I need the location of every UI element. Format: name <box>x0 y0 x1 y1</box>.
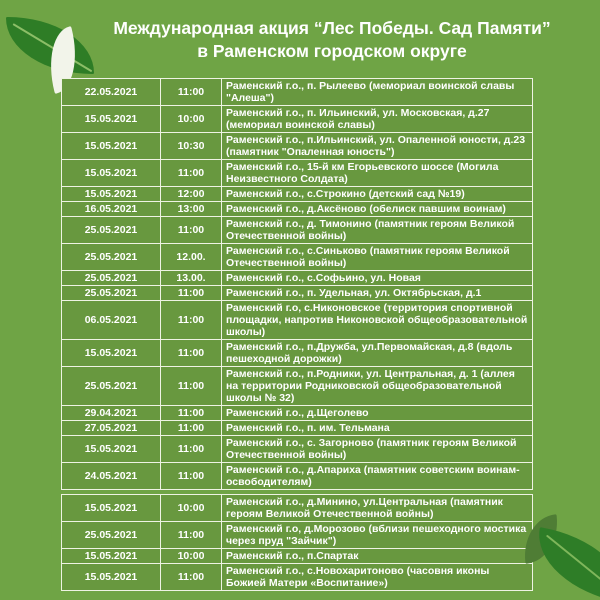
time-cell: 11:00 <box>161 367 222 406</box>
time-cell: 11:00 <box>161 301 222 340</box>
time-cell: 11:00 <box>161 421 222 436</box>
table-row <box>62 301 533 340</box>
location-cell: Раменский г.о., с.Новохаритоново (часовня иконы Божией Матери «Воспитание») <box>222 564 533 591</box>
location-cell: Раменский г.о., п. Удельная, ул. Октябрьская, д.1 <box>222 286 533 301</box>
table-row <box>62 286 533 301</box>
time-cell: 11:00 <box>161 217 222 244</box>
table-row <box>62 187 533 202</box>
events-table <box>61 78 533 591</box>
page-title-line2: в Раменском городском округе <box>197 41 467 61</box>
table-row <box>62 549 533 564</box>
table-row <box>62 106 533 133</box>
table-row <box>62 217 533 244</box>
date-cell: 16.05.2021 <box>62 202 161 217</box>
date-cell: 15.05.2021 <box>62 436 161 463</box>
location-cell: Раменский г.о., д.Минино, ул.Центральная (памятник героям Великой Отечественной войны) <box>222 495 533 522</box>
date-cell: 22.05.2021 <box>62 79 161 106</box>
date-cell: 06.05.2021 <box>62 301 161 340</box>
time-cell: 10:00 <box>161 495 222 522</box>
time-cell: 12:00 <box>161 187 222 202</box>
table-row <box>62 79 533 106</box>
table-row <box>62 160 533 187</box>
time-cell: 11:00 <box>161 286 222 301</box>
date-cell: 15.05.2021 <box>62 564 161 591</box>
table-row <box>62 271 533 286</box>
date-cell: 24.05.2021 <box>62 463 161 490</box>
location-cell: Раменский г.о., д.Щеголево <box>222 406 533 421</box>
table-row <box>62 244 533 271</box>
table-row <box>62 522 533 549</box>
time-cell: 11:00 <box>161 564 222 591</box>
location-cell: Раменский г.о., 15-й км Егорьевского шоссе (Могила Неизвестного Солдата) <box>222 160 533 187</box>
page-title-line1: Международная акция “Лес Победы. Сад Памяти” <box>113 18 551 38</box>
time-cell: 11:00 <box>161 436 222 463</box>
location-cell: Раменский г.о., д. Тимонино (памятник героям Великой Отечественной войны) <box>222 217 533 244</box>
location-cell: Раменский г.о., п. Рылеево (мемориал воинской славы "Алеша") <box>222 79 533 106</box>
table-row <box>62 406 533 421</box>
location-cell: Раменский г.о., д.Аксёново (обелиск павшим воинам) <box>222 202 533 217</box>
table-row <box>62 564 533 591</box>
location-cell: Раменский г.о., д.Апариха (памятник советским воинам-освободителям) <box>222 463 533 490</box>
table-row <box>62 436 533 463</box>
date-cell: 25.05.2021 <box>62 367 161 406</box>
location-cell: Раменский г.о., с. Загорново (памятник героям Великой Отечественной войны) <box>222 436 533 463</box>
table-row <box>62 340 533 367</box>
date-cell: 25.05.2021 <box>62 244 161 271</box>
location-cell: Раменский г.о, д.Морозово (вблизи пешеходного мостика через пруд "Зайчик") <box>222 522 533 549</box>
page-title <box>72 17 592 63</box>
table-row <box>62 495 533 522</box>
table-row <box>62 202 533 217</box>
table-row <box>62 421 533 436</box>
time-cell: 10:00 <box>161 549 222 564</box>
location-cell: Раменский г.о., п.Ильинский, ул. Опаленной юности, д.23 (памятник "Опаленная юность") <box>222 133 533 160</box>
location-cell: Раменский г.о., п. Ильинский, ул. Московская, д.27 (мемориал воинской славы) <box>222 106 533 133</box>
date-cell: 25.05.2021 <box>62 217 161 244</box>
time-cell: 11:00 <box>161 522 222 549</box>
location-cell: Раменский г.о., п. им. Тельмана <box>222 421 533 436</box>
location-cell: Раменский г.о., п.Спартак <box>222 549 533 564</box>
time-cell: 11:00 <box>161 79 222 106</box>
table-row <box>62 133 533 160</box>
location-cell: Раменский г.о., п.Родники, ул. Центральная, д. 1 (аллея на территории Родниковской общеобразовательной школы № 32) <box>222 367 533 406</box>
large-leaf-icon <box>530 527 600 600</box>
time-cell: 13.00. <box>161 271 222 286</box>
date-cell: 15.05.2021 <box>62 549 161 564</box>
time-cell: 11:00 <box>161 406 222 421</box>
location-cell: Раменский г.о., с.Синьково (памятник героям Великой Отечественной войны) <box>222 244 533 271</box>
time-cell: 13:00 <box>161 202 222 217</box>
time-cell: 11:00 <box>161 160 222 187</box>
time-cell: 10:00 <box>161 106 222 133</box>
date-cell: 15.05.2021 <box>62 340 161 367</box>
date-cell: 27.05.2021 <box>62 421 161 436</box>
table-row <box>62 367 533 406</box>
time-cell: 11:00 <box>161 340 222 367</box>
date-cell: 25.05.2021 <box>62 522 161 549</box>
date-cell: 15.05.2021 <box>62 160 161 187</box>
time-cell: 10:30 <box>161 133 222 160</box>
time-cell: 12.00. <box>161 244 222 271</box>
date-cell: 15.05.2021 <box>62 106 161 133</box>
leaf-vein <box>546 535 600 599</box>
date-cell: 15.05.2021 <box>62 133 161 160</box>
date-cell: 25.05.2021 <box>62 286 161 301</box>
location-cell: Раменский г.о., с.Софьино, ул. Новая <box>222 271 533 286</box>
table-row <box>62 463 533 490</box>
date-cell: 15.05.2021 <box>62 495 161 522</box>
date-cell: 25.05.2021 <box>62 271 161 286</box>
events-table-body <box>62 79 533 591</box>
date-cell: 29.04.2021 <box>62 406 161 421</box>
location-cell: Раменский г.о., п.Дружба, ул.Первомайская, д.8 (вдоль пешеходной дорожки) <box>222 340 533 367</box>
time-cell: 11:00 <box>161 463 222 490</box>
location-cell: Раменский г.о, с.Никоновское (территория спортивной площадки, напротив Никоновской общеобразовательной школы) <box>222 301 533 340</box>
location-cell: Раменский г.о., с.Строкино (детский сад №19) <box>222 187 533 202</box>
date-cell: 15.05.2021 <box>62 187 161 202</box>
